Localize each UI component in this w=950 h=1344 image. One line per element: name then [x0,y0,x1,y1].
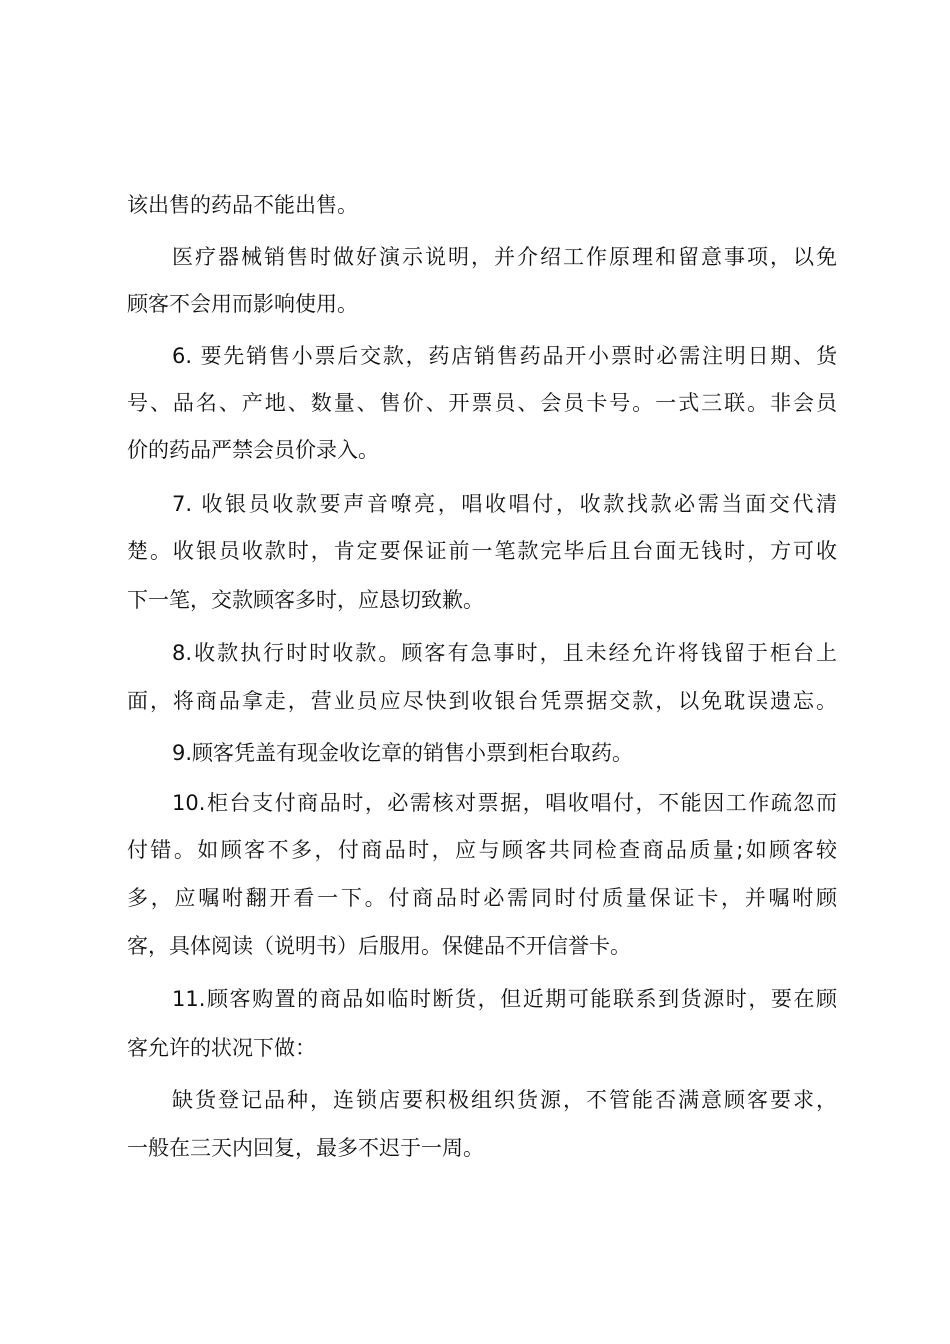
text-line: 7. 收银员收款要声音嘹亮，唱收唱付，收款找款必需当面交代清 [172,492,837,516]
text-line: 客，具体阅读（说明书）后服用。保健品不开信誉卡。 [127,934,631,958]
text-line: 9.顾客凭盖有现金收讫章的销售小票到柜台取药。 [172,741,634,765]
text-line: 8.收款执行时时收款。顾客有急事时，且未经允许将钱留于柜台上 [172,641,837,665]
text-line: 号、品名、产地、数量、售价、开票员、会员卡号。一式三联。非会员 [127,391,837,415]
text-line: 该出售的药品不能出售。 [127,193,358,217]
text-line: 顾客不会用而影响使用。 [127,292,358,316]
text-line: 付错。如顾客不多，付商品时，应与顾客共同检查商品质量;如顾客较 [127,838,837,862]
text-line: 多，应嘱咐翻开看一下。付商品时必需同时付质量保证卡，并嘱咐顾 [127,886,837,910]
text-line: 价的药品严禁会员价录入。 [127,438,379,462]
text-line: 10.柜台支付商品时，必需核对票据，唱收唱付，不能因工作疏忽而 [172,791,837,815]
text-line: 下一笔，交款顾客多时，应恳切致歉。 [127,588,484,612]
text-line: 11.顾客购置的商品如临时断货，但近期可能联系到货源时，要在顾 [172,987,837,1011]
text-line: 楚。收银员收款时，肯定要保证前一笔款完毕后且台面无钱时，方可收 [127,539,837,563]
text-line: 客允许的状况下做： [127,1036,316,1060]
text-line: 缺货登记品种，连锁店要积极组织货源，不管能否满意顾客要求， [172,1088,837,1112]
text-line: 医疗器械销售时做好演示说明，并介绍工作原理和留意事项，以免 [172,245,837,269]
text-line: 6. 要先销售小票后交款，药店销售药品开小票时必需注明日期、货 [172,344,837,368]
text-line: 面，将商品拿走，营业员应尽快到收银台凭票据交款，以免耽误遗忘。 [127,689,837,713]
text-line: 一般在三天内回复，最多不迟于一周。 [127,1136,484,1160]
